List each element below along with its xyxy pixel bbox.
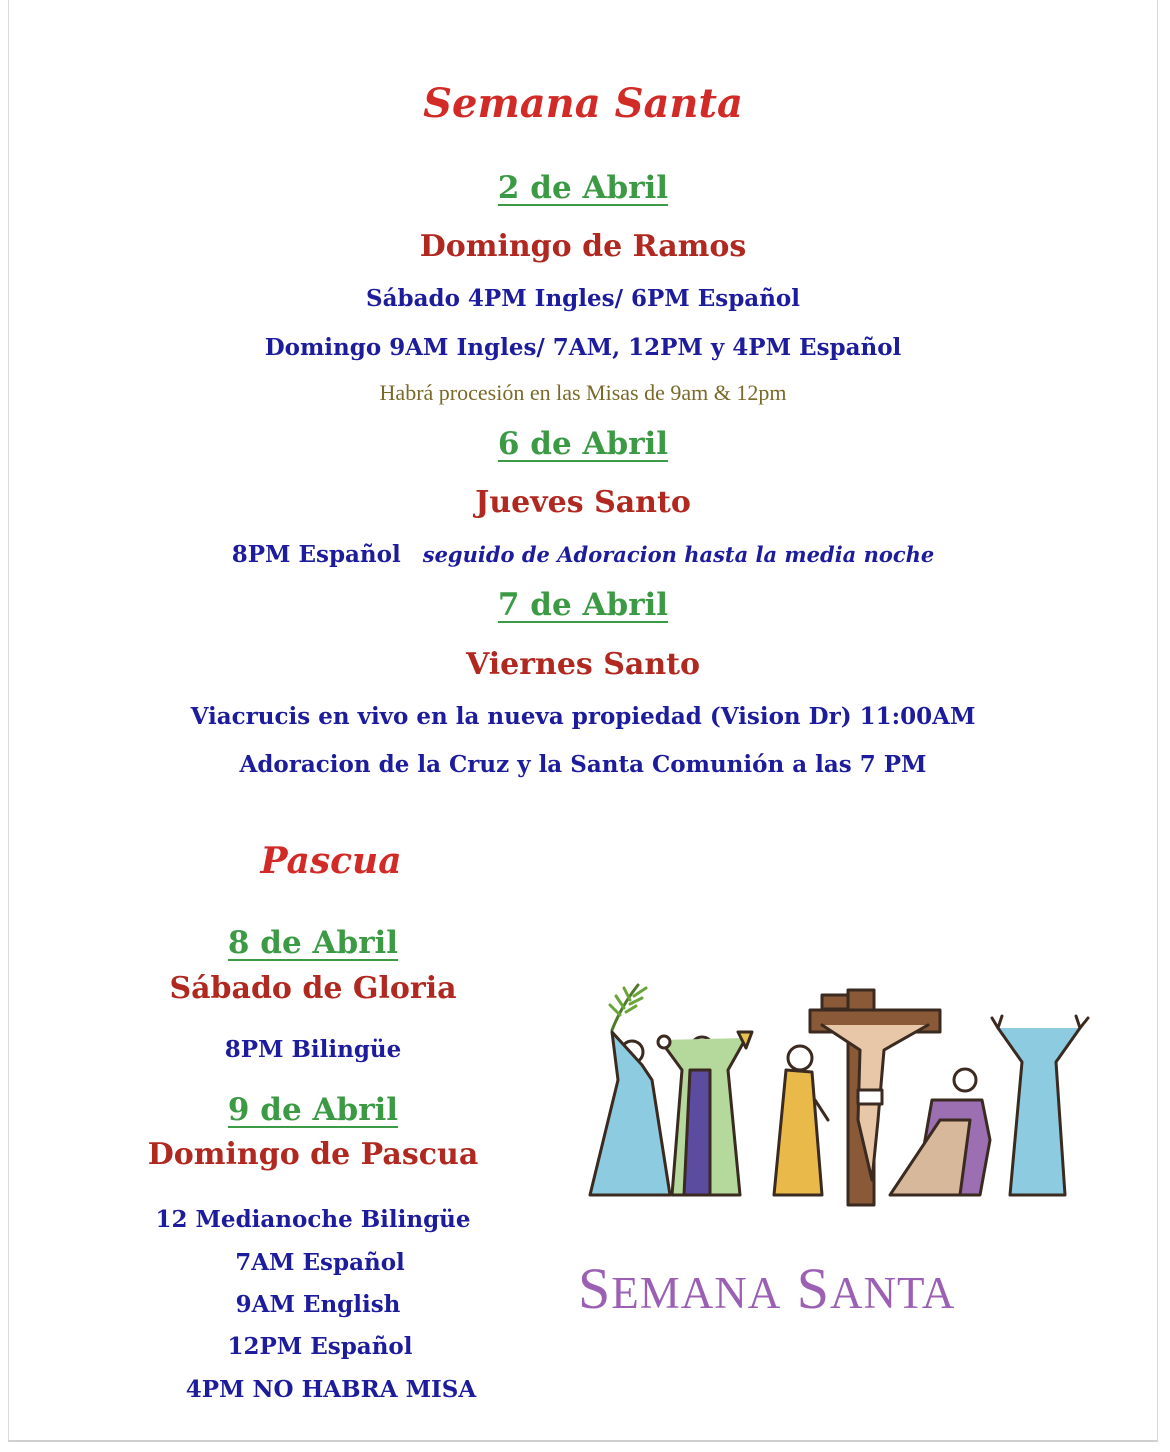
date-holy-thursday: 6 de Abril — [497, 426, 669, 462]
holy-week-illustration — [560, 970, 1100, 1220]
date-palm-sunday: 2 de Abril — [497, 170, 669, 206]
easter-time-2: 7AM Español — [235, 1249, 405, 1276]
day-good-friday: Viernes Santo — [465, 647, 701, 682]
date-easter-sunday: 9 de Abril — [227, 1092, 399, 1128]
day-holy-saturday: Sábado de Gloria — [169, 971, 457, 1006]
palm-sunday-schedule-2: Domingo 9AM Ingles/ 7AM, 12PM y 4PM Español — [264, 334, 902, 361]
good-friday-schedule-2: Adoracion de la Cruz y la Santa Comunión a las 7 PM — [239, 751, 927, 778]
day-holy-thursday: Jueves Santo — [475, 485, 691, 520]
holy-saturday-time: 8PM Bilingüe — [224, 1036, 402, 1063]
easter-time-3: 9AM English — [235, 1291, 401, 1318]
holy-thursday-detail: seguido de Adoracion hasta la media noche — [422, 542, 935, 567]
day-easter-sunday: Domingo de Pascua — [147, 1137, 479, 1172]
date-good-friday: 7 de Abril — [497, 587, 669, 623]
semana-santa-logo-text: SEMANA SANTA — [578, 1256, 956, 1321]
palm-sunday-schedule-1: Sábado 4PM Ingles/ 6PM Español — [365, 285, 801, 312]
good-friday-schedule-1: Viacrucis en vivo en la nueva propiedad (Vision Dr) 11:00AM — [190, 703, 976, 730]
easter-time-1: 12 Medianoche Bilingüe — [155, 1206, 471, 1233]
holy-thursday-schedule — [232, 541, 935, 568]
easter-title: Pascua — [260, 840, 402, 882]
easter-time-4: 12PM Español — [227, 1333, 413, 1360]
page-title: Semana Santa — [423, 80, 743, 127]
procession-note: Habrá procesión en las Misas de 9am & 12pm — [379, 380, 787, 405]
holy-thursday-time: 8PM Español — [231, 541, 401, 568]
easter-time-5: 4PM NO HABRA MISA — [185, 1376, 477, 1403]
day-palm-sunday: Domingo de Ramos — [419, 229, 747, 264]
date-holy-saturday: 8 de Abril — [227, 925, 399, 961]
